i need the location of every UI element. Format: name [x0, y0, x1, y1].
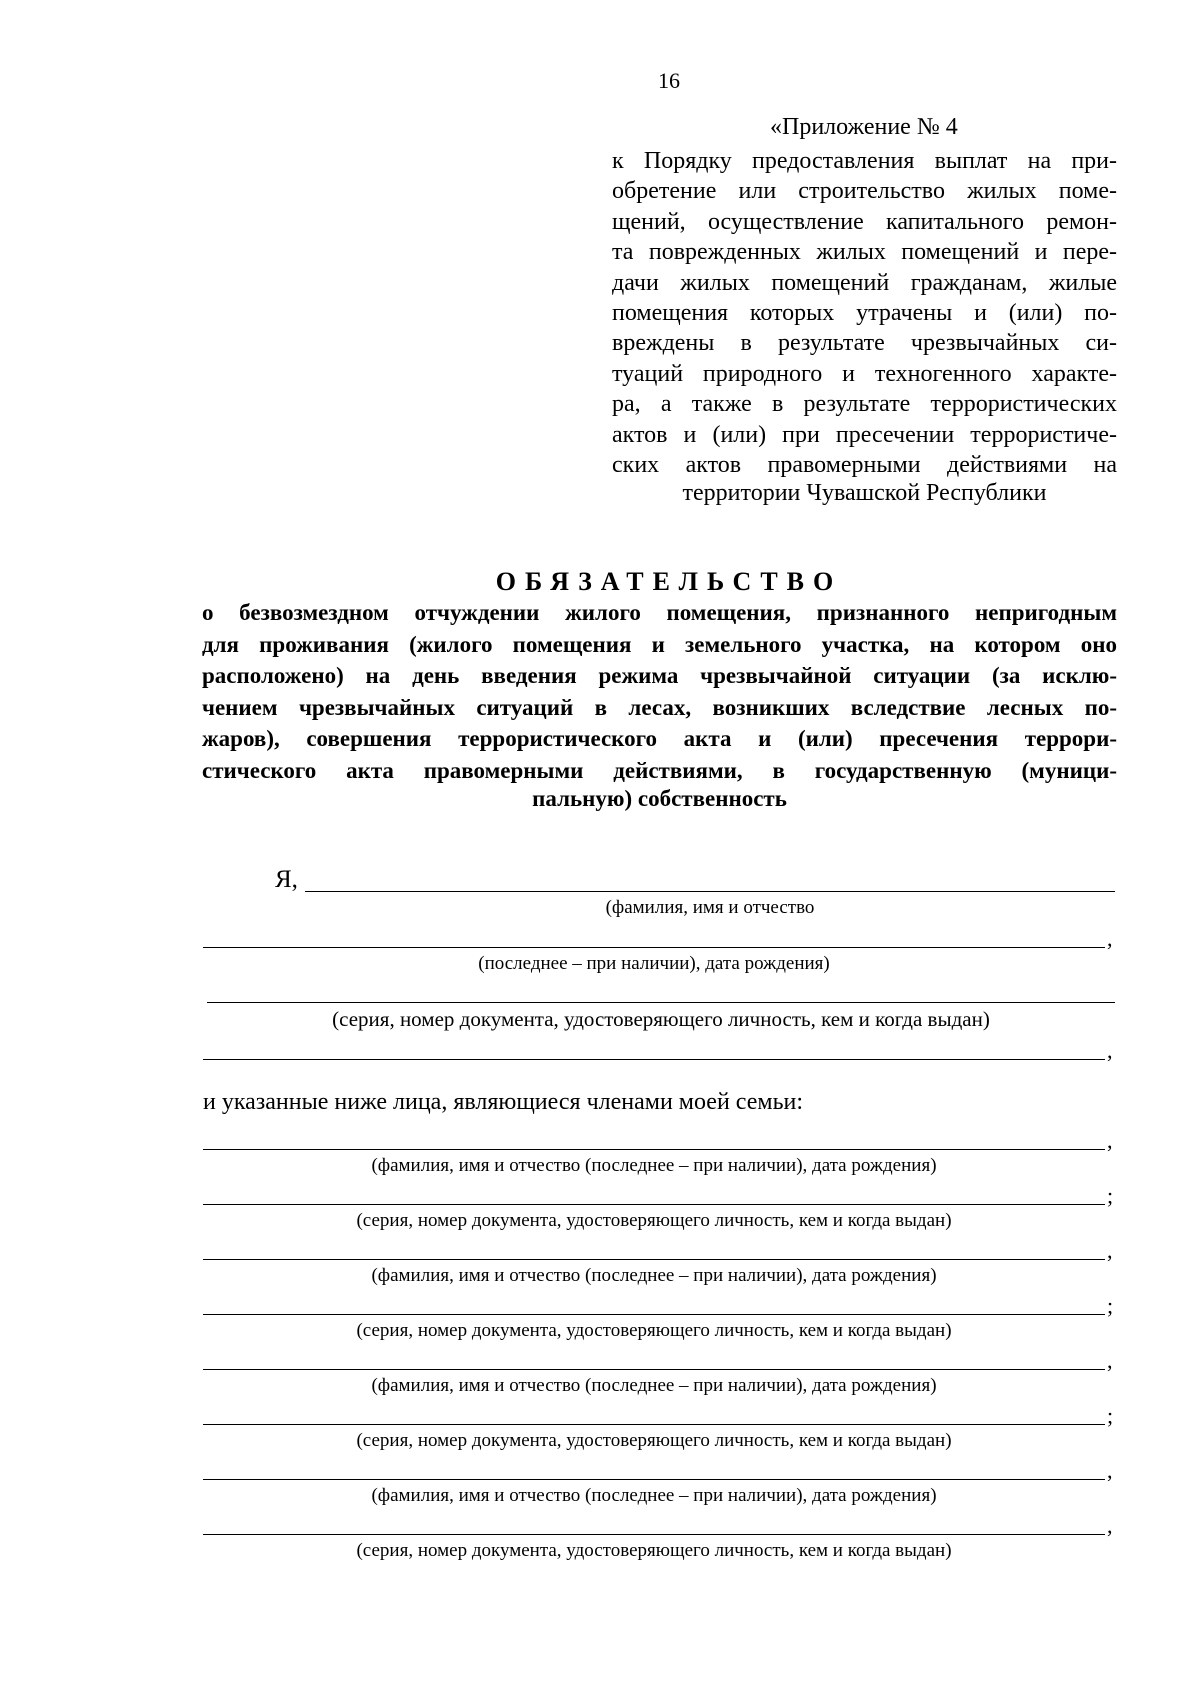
document-subtitle [202, 597, 1117, 786]
applicant-passport-cont-field[interactable] [203, 1059, 1105, 1060]
family-fio-caption: (фамилия, имя и отчество (последнее – при наличии), дата рождения) [371, 1265, 937, 1286]
subtitle-line: жаров), совершения террористического акта и (или) пресечения террори- [202, 726, 1117, 751]
family-fio-caption: (фамилия, имя и отчество (последнее – при наличии), дата рождения) [371, 1485, 937, 1506]
appendix-line: ских актов правомерными действиями на [612, 452, 1117, 479]
family-passport-field[interactable] [203, 1424, 1105, 1425]
applicant-fio-cont-field[interactable] [203, 947, 1105, 948]
comma: , [1107, 926, 1113, 951]
family-passport-caption: (серия, номер документа, удостоверяющего личность, кем и когда выдан) [356, 1430, 952, 1451]
family-fio-field[interactable] [203, 1369, 1105, 1370]
page-number: 16 [658, 68, 680, 93]
appendix-line: обретение или строительство жилых поме- [612, 178, 1117, 205]
comma: , [1107, 1458, 1113, 1483]
document-title: ОБЯЗАТЕЛЬСТВО [495, 567, 843, 596]
applicant-passport-field[interactable] [207, 1002, 1115, 1003]
appendix-body [612, 146, 1117, 480]
appendix-line: дачи жилых помещений гражданам, жилые [612, 269, 1117, 296]
appendix-line: вреждены в результате чрезвычайных си- [612, 330, 1117, 357]
family-passport-field[interactable] [203, 1534, 1105, 1535]
family-passport-caption: (серия, номер документа, удостоверяющего личность, кем и когда выдан) [356, 1210, 952, 1231]
family-fio-field[interactable] [203, 1149, 1105, 1150]
family-passport-caption: (серия, номер документа, удостоверяющего личность, кем и когда выдан) [356, 1320, 952, 1341]
appendix-line: к Порядку предоставления выплат на при- [612, 148, 1117, 174]
caption-fio: (фамилия, имя и отчество [605, 897, 815, 918]
subtitle-line: о безвозмездном отчуждении жилого помещения, признанного непригодным [202, 600, 1117, 625]
appendix-line: та поврежденных жилых помещений и пере- [612, 239, 1117, 266]
subtitle-line: расположено) на день введения режима чрезвычайной ситуации (за исклю- [202, 663, 1117, 688]
subtitle-line: стического акта правомерными действиями, в государственную (муници- [202, 757, 1117, 783]
document-subtitle-last: пальную) собственность [532, 786, 787, 811]
family-passport-field[interactable] [203, 1314, 1105, 1315]
family-fio-caption: (фамилия, имя и отчество (последнее – при наличии), дата рождения) [371, 1155, 937, 1176]
semicolon: ; [1107, 1403, 1114, 1428]
appendix-line: актов и (или) при пресечении террористиче- [612, 421, 1117, 448]
family-fio-field[interactable] [203, 1259, 1105, 1260]
semicolon: ; [1107, 1293, 1114, 1318]
comma: , [1107, 1513, 1113, 1538]
applicant-fio-field[interactable] [305, 891, 1115, 892]
family-passport-caption: (серия, номер документа, удостоверяющего личность, кем и когда выдан) [356, 1540, 952, 1561]
ya-label: Я, [275, 866, 298, 893]
comma: , [1107, 1128, 1113, 1153]
family-fio-caption: (фамилия, имя и отчество (последнее – при наличии), дата рождения) [371, 1375, 937, 1396]
comma: , [1107, 1348, 1113, 1373]
appendix-line: туаций природного и техногенного характе- [612, 360, 1117, 387]
caption-passport: (серия, номер документа, удостоверяющего личность, кем и когда выдан) [332, 1007, 990, 1031]
appendix-line: щений, осуществление капитального ремон- [612, 208, 1117, 235]
appendix-title: «Приложение № 4 [770, 114, 958, 140]
appendix-last-line: территории Чувашской Республики [682, 480, 1047, 506]
subtitle-line: для проживания (жилого помещения и земельного участка, на котором оно [202, 631, 1117, 657]
comma: , [1107, 1238, 1113, 1263]
family-intro: и указанные ниже лица, являющиеся членами моей семьи: [203, 1089, 804, 1115]
caption-fio-cont: (последнее – при наличии), дата рождения) [478, 953, 830, 974]
family-fio-field[interactable] [203, 1479, 1105, 1480]
appendix-line: ра, а также в результате террористических [612, 391, 1117, 418]
comma: , [1107, 1038, 1113, 1063]
appendix-line: помещения которых утрачены и (или) по- [612, 300, 1117, 327]
subtitle-line: чением чрезвычайных ситуаций в лесах, возникших вследствие лесных по- [202, 694, 1117, 720]
family-passport-field[interactable] [203, 1204, 1105, 1205]
semicolon: ; [1107, 1183, 1114, 1208]
